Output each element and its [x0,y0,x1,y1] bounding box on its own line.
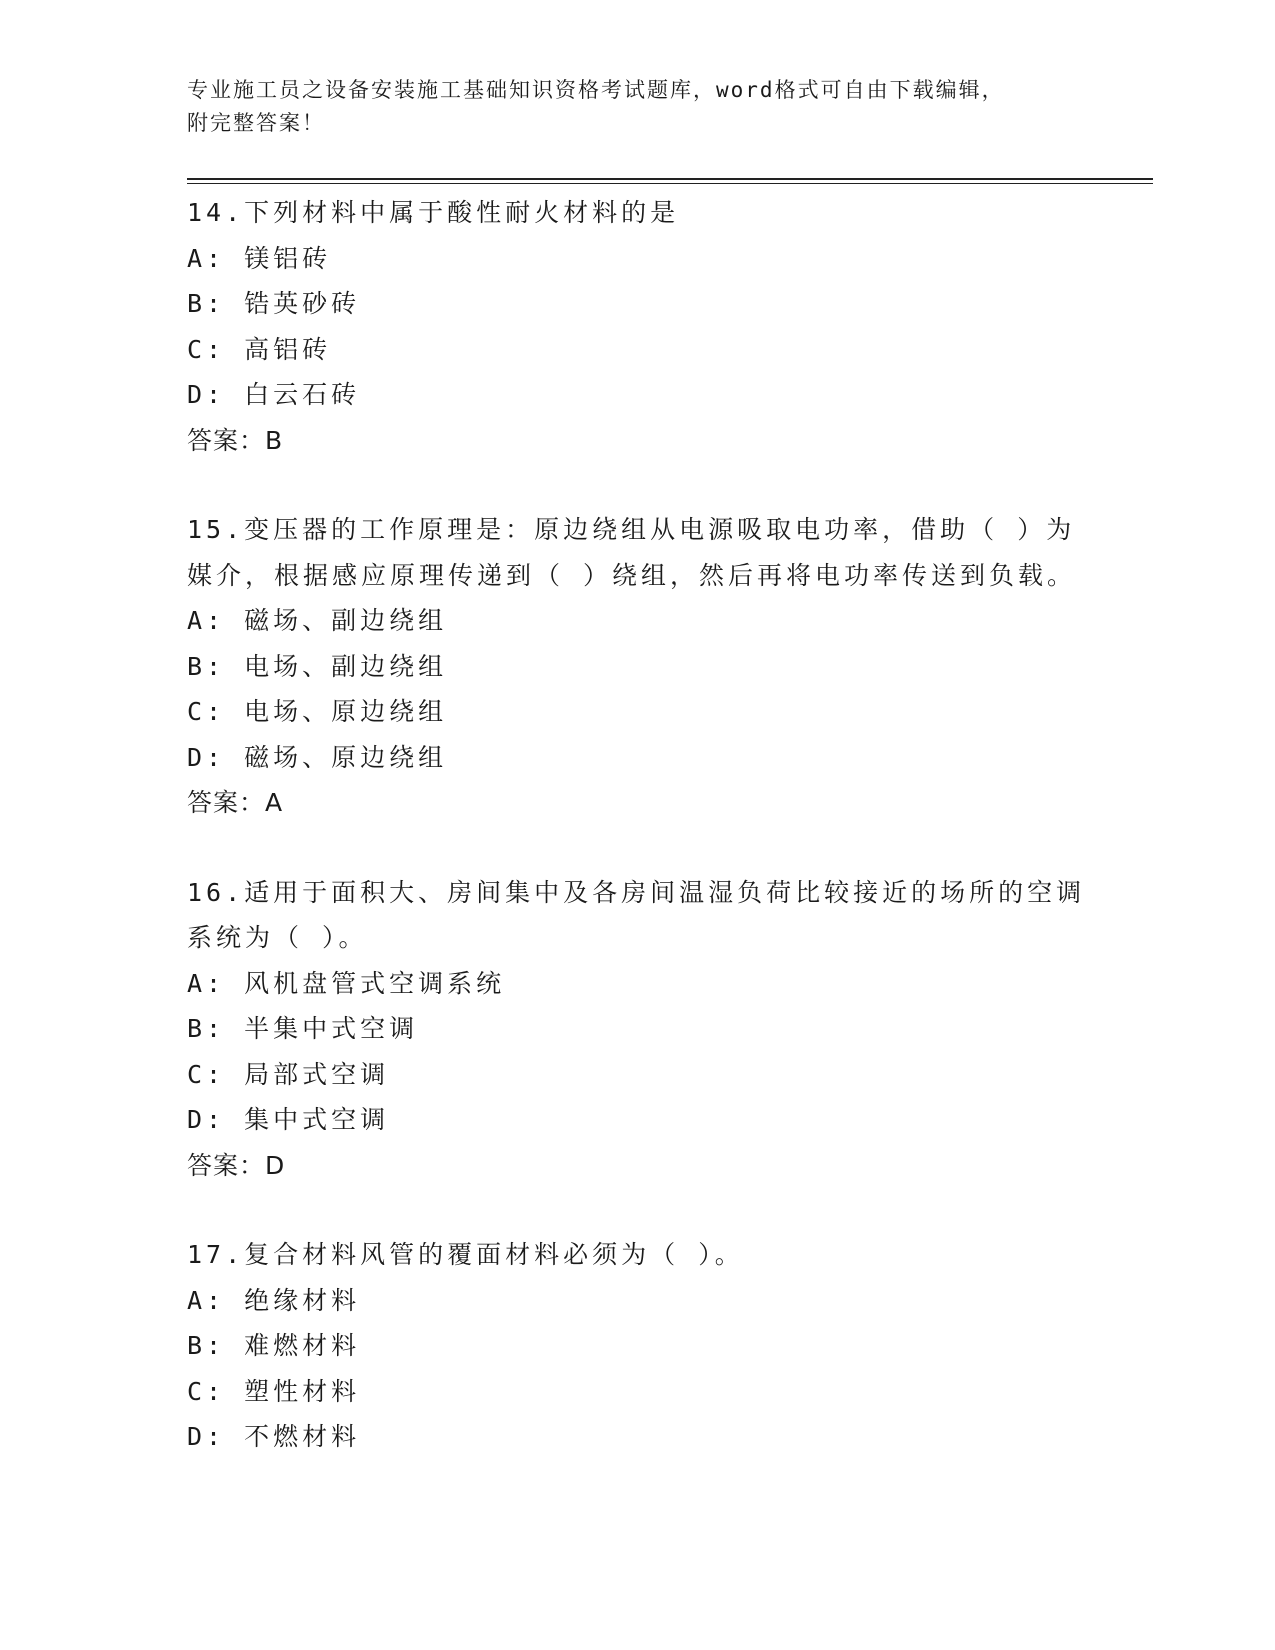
question-17 [187,1232,1087,1460]
option-d: D: 不燃材料 [187,1422,361,1451]
question-stem-line: 媒介，根据感应原理传递到（ ）绕组，然后再将电功率传送到负载。 [187,560,1077,590]
question-stem-line: 16.适用于面积大、房间集中及各房间温湿负荷比较接近的场所的空调 [187,877,1086,907]
option-a: A: 镁铝砖 [187,243,332,273]
answer-line: 答案：D [187,1150,286,1180]
question-list [187,190,1087,1460]
question-stem-line: 系统为（ ）。 [187,923,368,952]
option-c: C: 塑性材料 [187,1376,361,1406]
option-d: D: 白云石砖 [187,380,361,409]
header-divider-thick [187,178,1153,180]
option-d: D: 磁场、原边绕组 [187,742,448,772]
question-stem-line: 17.复合材料风管的覆面材料必须为（ ）。 [187,1240,744,1269]
answer-line: 答案：A [187,788,284,817]
question-stem-line: 14.下列材料中属于酸性耐火材料的是 [187,198,680,227]
answer-line: 答案：B [187,425,284,455]
option-c: C: 局部式空调 [187,1059,390,1089]
option-c: C: 高铝砖 [187,334,332,364]
question-16 [187,870,1087,1189]
header-divider-thin [187,183,1153,184]
header-line-1: 专业施工员之设备安装施工基础知识资格考试题库，word格式可自由下载编辑， [187,78,1005,102]
question-15 [187,507,1087,826]
option-b: B: 电场、副边绕组 [187,651,448,681]
option-d: D: 集中式空调 [187,1105,390,1134]
question-stem-line: 15.变压器的工作原理是：原边绕组从电源吸取电功率，借助（ ）为 [187,515,1076,544]
option-b: B: 锆英砂砖 [187,289,361,318]
option-a: A: 风机盘管式空调系统 [187,968,506,998]
question-14 [187,190,1087,463]
option-b: B: 半集中式空调 [187,1014,419,1043]
option-a: A: 绝缘材料 [187,1285,361,1315]
option-c: C: 电场、原边绕组 [187,697,448,726]
option-a: A: 磁场、副边绕组 [187,606,448,635]
option-b: B: 难燃材料 [187,1331,361,1360]
header-line-2: 附完整答案！ [187,111,325,135]
document-header [187,74,1067,140]
